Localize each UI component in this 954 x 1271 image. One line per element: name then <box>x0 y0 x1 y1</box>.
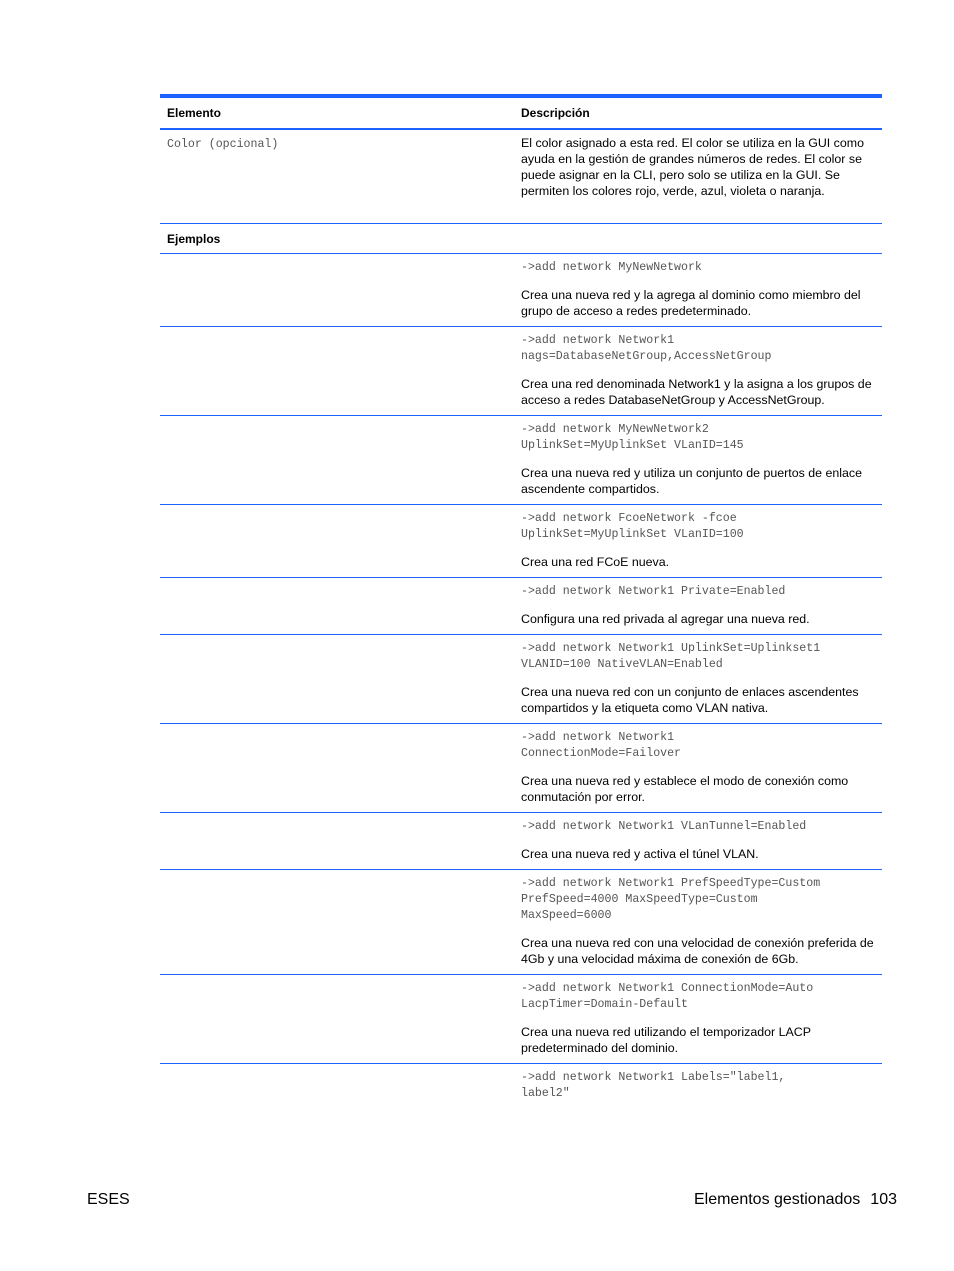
example-row <box>160 870 882 975</box>
example-description: Crea una nueva red con una velocidad de conexión preferida de 4Gb y una velocidad máxima de conexión de 6Gb. <box>521 936 874 966</box>
example-row <box>160 327 882 416</box>
example-row <box>160 578 882 635</box>
element-description: El color asignado a esta red. El color se utiliza en la GUI como ayuda en la gestión de grandes números de redes. El color se puede asignar en la CLI, pero solo se utiliza en la GUI. Se permiten los colores rojo, verde, azul, violeta o naranja. <box>521 136 864 198</box>
command-table <box>160 94 882 1114</box>
example-row <box>160 416 882 505</box>
example-description: Crea una nueva red y establece el modo de conexión como conmutación por error. <box>521 774 849 804</box>
footer-section <box>694 1191 897 1209</box>
example-command: ->add network Network1 ConnectionMode=Auto LacpTimer=Domain-Default <box>521 982 814 1011</box>
page-number: 103 <box>870 1191 897 1208</box>
example-description: Crea una nueva red y utiliza un conjunto de puertos de enlace ascendente compartidos. <box>521 466 862 496</box>
footer-section-title: Elementos gestionados <box>693 1191 861 1208</box>
example-row <box>160 635 882 724</box>
table-header-row <box>160 98 882 130</box>
example-command: ->add network Network1 Labels="label1, label2" <box>521 1071 786 1100</box>
example-row <box>160 724 882 813</box>
example-description: Crea una nueva red con un conjunto de enlaces ascendentes compartidos y la etiqueta como VLAN nativa. <box>521 685 859 715</box>
examples-heading: Ejemplos <box>167 231 221 246</box>
example-description: Crea una nueva red utilizando el temporizador LACP predeterminado del dominio. <box>521 1025 811 1055</box>
example-command: ->add network FcoeNetwork -fcoe UplinkSet=MyUplinkSet VLanID=100 <box>521 512 744 541</box>
example-row <box>160 1064 882 1114</box>
example-command: ->add network Network1 PrefSpeedType=Custom PrefSpeed=4000 MaxSpeedType=Custom MaxSpeed=6000 <box>521 877 821 922</box>
example-command: ->add network MyNewNetwork2 UplinkSet=MyUplinkSet VLanID=145 <box>521 423 744 452</box>
example-command: ->add network MyNewNetwork <box>521 261 702 274</box>
footer-language-code: ESES <box>87 1191 130 1208</box>
example-command: ->add network Network1 Private=Enabled <box>521 585 786 598</box>
example-command: ->add network Network1 UplinkSet=Uplinkset1 VLANID=100 NativeVLAN=Enabled <box>521 642 821 671</box>
example-row <box>160 813 882 870</box>
element-name: Color (opcional) <box>167 138 279 151</box>
example-row <box>160 254 882 327</box>
examples-section-row <box>160 224 882 254</box>
example-description: Crea una red FCoE nueva. <box>521 555 670 569</box>
example-description: Crea una nueva red y la agrega al dominio como miembro del grupo de acceso a redes predeterminado. <box>521 288 861 318</box>
example-command: ->add network Network1 ConnectionMode=Failover <box>521 731 682 760</box>
example-description: Configura una red privada al agregar una nueva red. <box>521 612 810 626</box>
header-description: Descripción <box>521 106 590 120</box>
example-row <box>160 975 882 1064</box>
example-command: ->add network Network1 VLanTunnel=Enabled <box>521 820 807 833</box>
table-row-color <box>160 130 882 224</box>
example-command: ->add network Network1 nags=DatabaseNetGroup,AccessNetGroup <box>521 334 772 363</box>
example-description: Crea una red denominada Network1 y la asigna a los grupos de acceso a redes DatabaseNetGroup y AccessNetGroup. <box>521 377 872 407</box>
header-element: Elemento <box>167 106 222 120</box>
example-description: Crea una nueva red y activa el túnel VLAN. <box>521 847 759 861</box>
example-row <box>160 505 882 578</box>
